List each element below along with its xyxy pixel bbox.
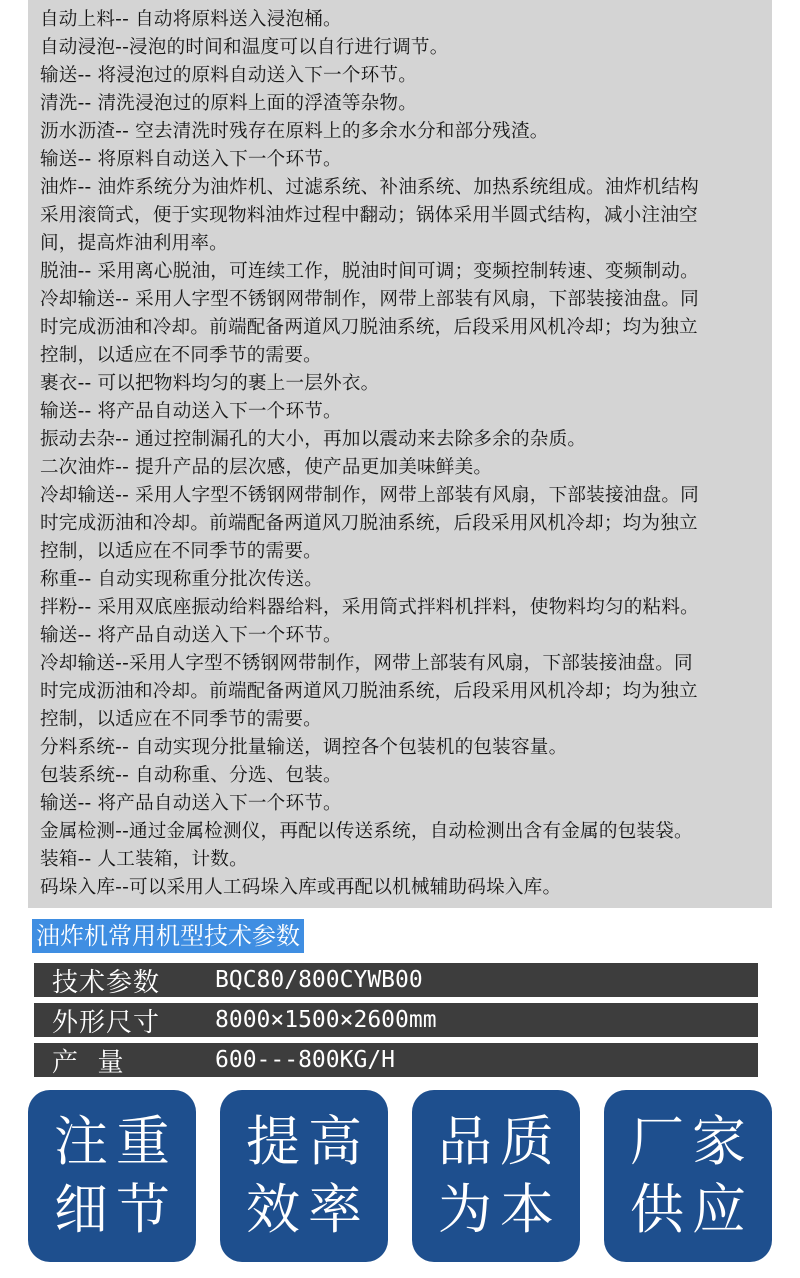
process-line: 间，提高炸油利用率。 bbox=[40, 233, 228, 254]
process-line: 码垛入库--可以采用人工码垛入库或再配以机械辅助码垛入库。 bbox=[40, 877, 562, 898]
specs-table bbox=[34, 963, 758, 1083]
process-line: 时完成沥油和冷却。前端配备两道风刀脱油系统，后段采用风机冷却；均为独立 bbox=[40, 317, 698, 338]
process-line: 自动浸泡--浸泡的时间和温度可以自行进行调节。 bbox=[40, 37, 449, 58]
badge-text: 细节 bbox=[54, 1178, 178, 1241]
badge-text: 注重 bbox=[54, 1110, 178, 1173]
process-line: 时完成沥油和冷却。前端配备两道风刀脱油系统，后段采用风机冷却；均为独立 bbox=[40, 513, 698, 534]
process-line: 金属检测--通过金属检测仪，再配以传送系统，自动检测出含有金属的包装袋。 bbox=[40, 821, 693, 842]
spec-row-dimensions bbox=[34, 1003, 758, 1037]
process-line: 输送-- 将原料自动送入下一个环节。 bbox=[40, 149, 342, 170]
process-line: 控制，以适应在不同季节的需要。 bbox=[40, 541, 322, 562]
badge-text: 厂家 bbox=[630, 1110, 754, 1173]
process-description-panel bbox=[28, 0, 772, 908]
spec-row-model bbox=[34, 963, 758, 997]
spec-label: 技术参数 bbox=[52, 967, 161, 998]
badge-quality bbox=[412, 1090, 580, 1262]
process-line: 输送-- 将产品自动送入下一个环节。 bbox=[40, 625, 342, 646]
process-line: 采用滚筒式，便于实现物料油炸过程中翻动；锅体采用半圆式结构，减小注油空 bbox=[40, 205, 698, 226]
process-line: 输送-- 将产品自动送入下一个环节。 bbox=[40, 793, 342, 814]
badge-text: 品质 bbox=[438, 1110, 562, 1173]
feature-badges bbox=[28, 1090, 772, 1262]
process-line: 振动去杂-- 通过控制漏孔的大小，再加以震动来去除多余的杂质。 bbox=[40, 429, 587, 450]
process-line: 二次油炸-- 提升产品的层次感，使产品更加美味鲜美。 bbox=[40, 457, 493, 478]
process-line: 称重-- 自动实现称重分批次传送。 bbox=[40, 569, 324, 590]
process-line: 输送-- 将产品自动送入下一个环节。 bbox=[40, 401, 342, 422]
process-line: 冷却输送-- 采用人字型不锈钢网带制作，网带上部装有风扇，下部装接油盘。同 bbox=[40, 485, 699, 506]
process-line: 装箱-- 人工装箱，计数。 bbox=[40, 849, 248, 870]
badge-text: 供应 bbox=[630, 1178, 754, 1241]
process-line: 裹衣-- 可以把物料均匀的裹上一层外衣。 bbox=[40, 373, 380, 394]
process-line: 分料系统-- 自动实现分批量输送，调控各个包装机的包装容量。 bbox=[40, 737, 568, 758]
spec-label: 外形尺寸 bbox=[52, 1007, 161, 1038]
badge-text: 为本 bbox=[438, 1178, 562, 1241]
spec-row-capacity bbox=[34, 1043, 758, 1077]
process-line: 时完成沥油和冷却。前端配备两道风刀脱油系统，后段采用风机冷却；均为独立 bbox=[40, 681, 698, 702]
spec-label: 产 量 bbox=[52, 1047, 125, 1078]
process-line: 冷却输送-- 采用人字型不锈钢网带制作，网带上部装有风扇，下部装接油盘。同 bbox=[40, 289, 699, 310]
badge-attention-to-detail bbox=[28, 1090, 196, 1262]
process-line: 输送-- 将浸泡过的原料自动送入下一个环节。 bbox=[40, 65, 418, 86]
specs-section-title: 油炸机常用机型技术参数 bbox=[32, 919, 304, 953]
spec-value: 600---800KG/H bbox=[215, 1047, 396, 1073]
badge-text: 提高 bbox=[246, 1110, 370, 1173]
process-line: 拌粉-- 采用双底座振动给料器给料，采用筒式拌料机拌料，使物料均匀的粘料。 bbox=[40, 597, 699, 618]
process-line: 沥水沥渣-- 空去清洗时残存在原料上的多余水分和部分残渣。 bbox=[40, 121, 549, 142]
spec-value: BQC80/800CYWB00 bbox=[215, 967, 423, 993]
process-line: 油炸-- 油炸系统分为油炸机、过滤系统、补油系统、加热系统组成。油炸机结构 bbox=[40, 177, 699, 198]
process-line: 控制，以适应在不同季节的需要。 bbox=[40, 709, 322, 730]
process-line: 清洗-- 清洗浸泡过的原料上面的浮渣等杂物。 bbox=[40, 93, 418, 114]
badge-factory-supply bbox=[604, 1090, 772, 1262]
process-line: 控制，以适应在不同季节的需要。 bbox=[40, 345, 322, 366]
process-line: 脱油-- 采用离心脱油，可连续工作，脱油时间可调；变频控制转速、变频制动。 bbox=[40, 261, 699, 282]
badge-text: 效率 bbox=[246, 1178, 370, 1241]
badge-efficiency bbox=[220, 1090, 388, 1262]
process-line: 冷却输送--采用人字型不锈钢网带制作，网带上部装有风扇，下部装接油盘。同 bbox=[40, 653, 693, 674]
spec-value: 8000×1500×2600mm bbox=[215, 1007, 437, 1033]
process-line: 自动上料-- 自动将原料送入浸泡桶。 bbox=[40, 9, 342, 30]
process-line: 包装系统-- 自动称重、分选、包装。 bbox=[40, 765, 342, 786]
